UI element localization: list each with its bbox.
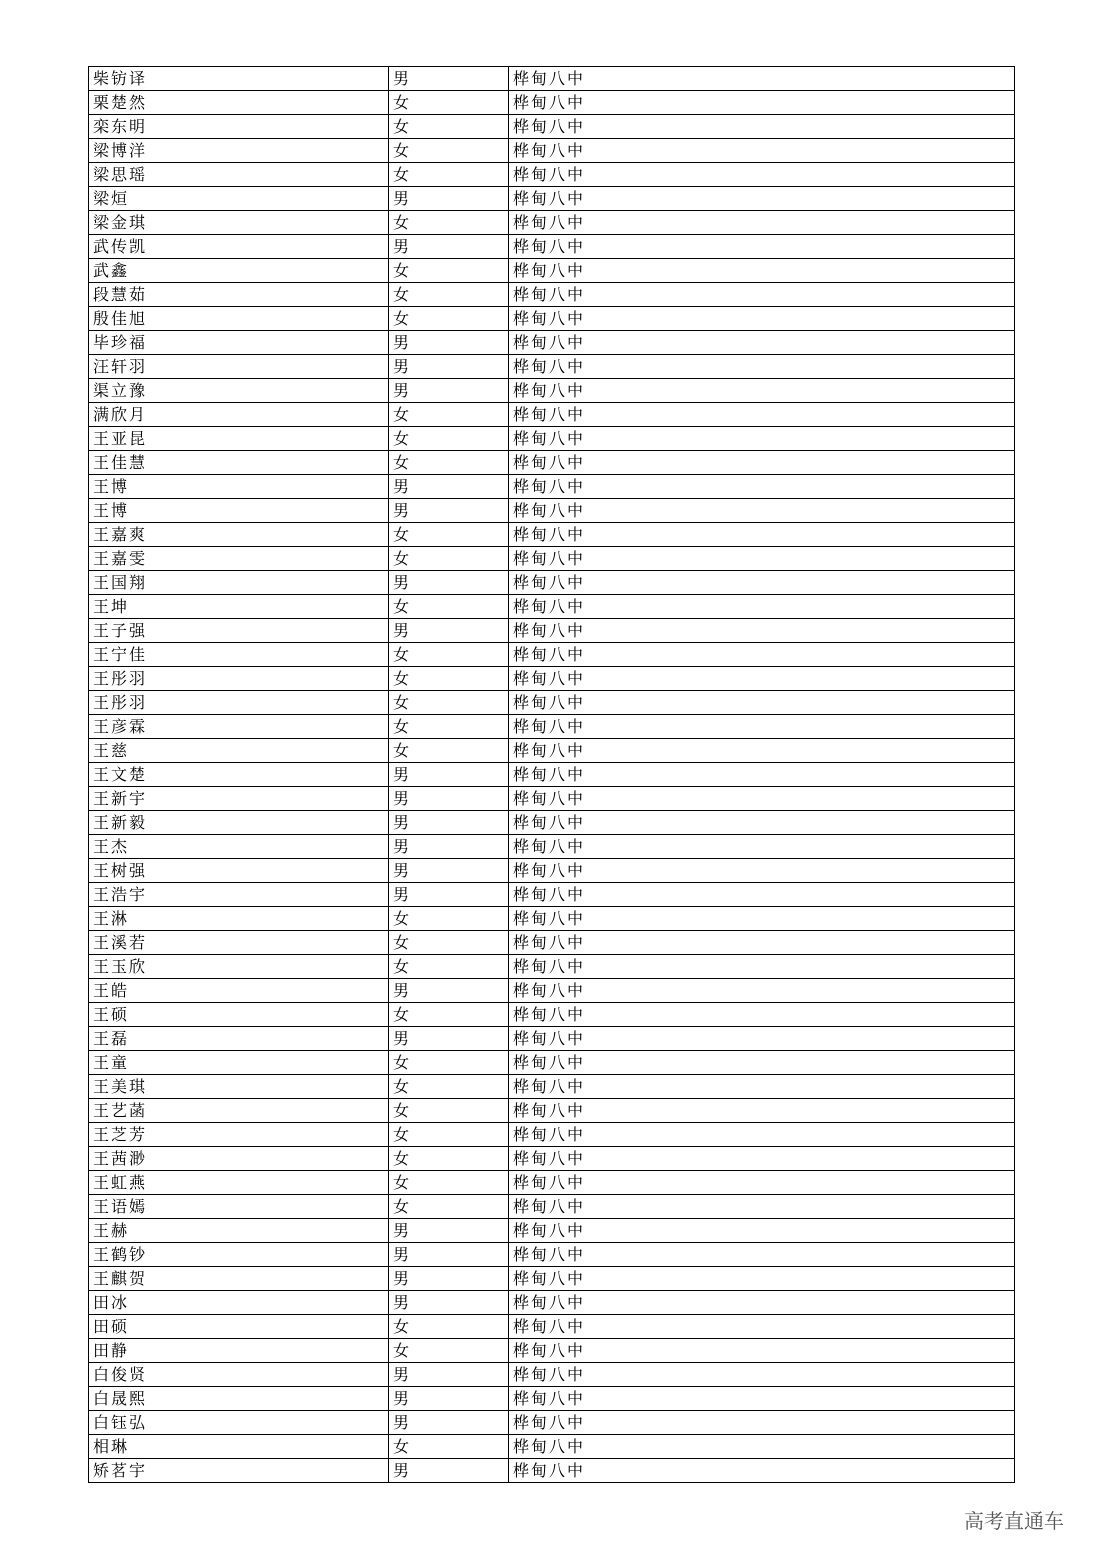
table-row <box>89 1291 1015 1315</box>
school-cell: 桦甸八中 <box>509 1195 1015 1219</box>
school-cell: 桦甸八中 <box>509 907 1015 931</box>
student-name-cell: 王磊 <box>89 1027 389 1051</box>
gender-cell: 男 <box>389 499 509 523</box>
school-cell: 桦甸八中 <box>509 595 1015 619</box>
table-row <box>89 379 1015 403</box>
gender-cell: 女 <box>389 115 509 139</box>
gender-cell: 男 <box>389 1459 509 1483</box>
gender-cell: 女 <box>389 931 509 955</box>
student-name-cell: 白俊贤 <box>89 1363 389 1387</box>
student-name-cell: 王树强 <box>89 859 389 883</box>
table-row <box>89 1099 1015 1123</box>
school-cell: 桦甸八中 <box>509 427 1015 451</box>
school-cell: 桦甸八中 <box>509 1315 1015 1339</box>
school-cell: 桦甸八中 <box>509 67 1015 91</box>
student-name-cell: 王童 <box>89 1051 389 1075</box>
gender-cell: 女 <box>389 739 509 763</box>
student-name-cell: 王亚昆 <box>89 427 389 451</box>
student-name-cell: 白晟熙 <box>89 1387 389 1411</box>
table-row <box>89 307 1015 331</box>
gender-cell: 女 <box>389 139 509 163</box>
school-cell: 桦甸八中 <box>509 643 1015 667</box>
student-name-cell: 王彤羽 <box>89 667 389 691</box>
table-row <box>89 691 1015 715</box>
gender-cell: 女 <box>389 403 509 427</box>
school-cell: 桦甸八中 <box>509 1003 1015 1027</box>
gender-cell: 男 <box>389 1411 509 1435</box>
student-name-cell: 段慧茹 <box>89 283 389 307</box>
student-name-cell: 王坤 <box>89 595 389 619</box>
school-cell: 桦甸八中 <box>509 355 1015 379</box>
gender-cell: 女 <box>389 1315 509 1339</box>
school-cell: 桦甸八中 <box>509 523 1015 547</box>
school-cell: 桦甸八中 <box>509 1123 1015 1147</box>
table-row <box>89 115 1015 139</box>
student-name-cell: 田冰 <box>89 1291 389 1315</box>
school-cell: 桦甸八中 <box>509 931 1015 955</box>
student-name-cell: 王硕 <box>89 1003 389 1027</box>
gender-cell: 男 <box>389 235 509 259</box>
table-row <box>89 1411 1015 1435</box>
table-row <box>89 403 1015 427</box>
school-cell: 桦甸八中 <box>509 259 1015 283</box>
table-row <box>89 619 1015 643</box>
table-row <box>89 1243 1015 1267</box>
school-cell: 桦甸八中 <box>509 211 1015 235</box>
table-row <box>89 499 1015 523</box>
gender-cell: 女 <box>389 211 509 235</box>
school-cell: 桦甸八中 <box>509 475 1015 499</box>
gender-cell: 男 <box>389 1363 509 1387</box>
school-cell: 桦甸八中 <box>509 883 1015 907</box>
gender-cell: 男 <box>389 355 509 379</box>
table-row <box>89 163 1015 187</box>
table-row <box>89 811 1015 835</box>
gender-cell: 女 <box>389 1003 509 1027</box>
table-row <box>89 1363 1015 1387</box>
gender-cell: 女 <box>389 427 509 451</box>
gender-cell: 男 <box>389 1267 509 1291</box>
student-name-cell: 田硕 <box>89 1315 389 1339</box>
gender-cell: 男 <box>389 979 509 1003</box>
table-row <box>89 883 1015 907</box>
table-row <box>89 1027 1015 1051</box>
table-row <box>89 139 1015 163</box>
roster-body <box>89 67 1015 1483</box>
student-name-cell: 田静 <box>89 1339 389 1363</box>
gender-cell: 女 <box>389 715 509 739</box>
gender-cell: 女 <box>389 547 509 571</box>
gender-cell: 男 <box>389 1387 509 1411</box>
gender-cell: 女 <box>389 1147 509 1171</box>
table-row <box>89 1075 1015 1099</box>
school-cell: 桦甸八中 <box>509 451 1015 475</box>
table-row <box>89 595 1015 619</box>
table-row <box>89 859 1015 883</box>
school-cell: 桦甸八中 <box>509 403 1015 427</box>
school-cell: 桦甸八中 <box>509 1435 1015 1459</box>
school-cell: 桦甸八中 <box>509 1147 1015 1171</box>
student-name-cell: 柴钫译 <box>89 67 389 91</box>
school-cell: 桦甸八中 <box>509 811 1015 835</box>
table-row <box>89 259 1015 283</box>
school-cell: 桦甸八中 <box>509 1171 1015 1195</box>
table-row <box>89 1315 1015 1339</box>
gender-cell: 女 <box>389 1051 509 1075</box>
gender-cell: 女 <box>389 667 509 691</box>
table-row <box>89 835 1015 859</box>
gender-cell: 男 <box>389 811 509 835</box>
gender-cell: 女 <box>389 283 509 307</box>
school-cell: 桦甸八中 <box>509 91 1015 115</box>
gender-cell: 男 <box>389 883 509 907</box>
gender-cell: 女 <box>389 523 509 547</box>
table-row <box>89 787 1015 811</box>
student-name-cell: 王博 <box>89 475 389 499</box>
table-row <box>89 355 1015 379</box>
student-name-cell: 王麒贺 <box>89 1267 389 1291</box>
school-cell: 桦甸八中 <box>509 739 1015 763</box>
school-cell: 桦甸八中 <box>509 1459 1015 1483</box>
student-name-cell: 王彤羽 <box>89 691 389 715</box>
student-name-cell: 渠立豫 <box>89 379 389 403</box>
school-cell: 桦甸八中 <box>509 715 1015 739</box>
gender-cell: 女 <box>389 691 509 715</box>
student-name-cell: 王慈 <box>89 739 389 763</box>
gender-cell: 女 <box>389 595 509 619</box>
school-cell: 桦甸八中 <box>509 835 1015 859</box>
school-cell: 桦甸八中 <box>509 1363 1015 1387</box>
table-row <box>89 1051 1015 1075</box>
student-name-cell: 梁博洋 <box>89 139 389 163</box>
school-cell: 桦甸八中 <box>509 691 1015 715</box>
school-cell: 桦甸八中 <box>509 667 1015 691</box>
table-row <box>89 715 1015 739</box>
table-row <box>89 1219 1015 1243</box>
school-cell: 桦甸八中 <box>509 1387 1015 1411</box>
table-row <box>89 547 1015 571</box>
table-row <box>89 1267 1015 1291</box>
student-name-cell: 王文楚 <box>89 763 389 787</box>
gender-cell: 女 <box>389 955 509 979</box>
gender-cell: 女 <box>389 1435 509 1459</box>
student-name-cell: 王美琪 <box>89 1075 389 1099</box>
school-cell: 桦甸八中 <box>509 139 1015 163</box>
school-cell: 桦甸八中 <box>509 163 1015 187</box>
gender-cell: 女 <box>389 1075 509 1099</box>
gender-cell: 女 <box>389 1123 509 1147</box>
gender-cell: 男 <box>389 571 509 595</box>
table-row <box>89 955 1015 979</box>
school-cell: 桦甸八中 <box>509 1219 1015 1243</box>
gender-cell: 女 <box>389 1339 509 1363</box>
table-row <box>89 451 1015 475</box>
student-name-cell: 王芝芳 <box>89 1123 389 1147</box>
gender-cell: 男 <box>389 619 509 643</box>
gender-cell: 女 <box>389 451 509 475</box>
gender-cell: 男 <box>389 1291 509 1315</box>
student-name-cell: 王嘉爽 <box>89 523 389 547</box>
student-name-cell: 王彦霖 <box>89 715 389 739</box>
table-row <box>89 1003 1015 1027</box>
table-row <box>89 907 1015 931</box>
table-row <box>89 1339 1015 1363</box>
student-name-cell: 王新宇 <box>89 787 389 811</box>
gender-cell: 女 <box>389 1195 509 1219</box>
student-name-cell: 王赫 <box>89 1219 389 1243</box>
school-cell: 桦甸八中 <box>509 1411 1015 1435</box>
school-cell: 桦甸八中 <box>509 379 1015 403</box>
student-name-cell: 梁思瑶 <box>89 163 389 187</box>
student-name-cell: 王国翔 <box>89 571 389 595</box>
student-name-cell: 毕珍福 <box>89 331 389 355</box>
table-row <box>89 739 1015 763</box>
school-cell: 桦甸八中 <box>509 187 1015 211</box>
school-cell: 桦甸八中 <box>509 235 1015 259</box>
student-name-cell: 武鑫 <box>89 259 389 283</box>
school-cell: 桦甸八中 <box>509 955 1015 979</box>
student-name-cell: 王浩宇 <box>89 883 389 907</box>
school-cell: 桦甸八中 <box>509 763 1015 787</box>
student-name-cell: 栾东明 <box>89 115 389 139</box>
table-row <box>89 1459 1015 1483</box>
table-row <box>89 235 1015 259</box>
gender-cell: 男 <box>389 1219 509 1243</box>
school-cell: 桦甸八中 <box>509 307 1015 331</box>
gender-cell: 女 <box>389 91 509 115</box>
gender-cell: 男 <box>389 67 509 91</box>
table-row <box>89 979 1015 1003</box>
gender-cell: 女 <box>389 907 509 931</box>
student-name-cell: 汪轩羽 <box>89 355 389 379</box>
table-row <box>89 427 1015 451</box>
student-name-cell: 王溪若 <box>89 931 389 955</box>
school-cell: 桦甸八中 <box>509 1075 1015 1099</box>
table-row <box>89 187 1015 211</box>
gender-cell: 女 <box>389 1171 509 1195</box>
student-name-cell: 王杰 <box>89 835 389 859</box>
student-name-cell: 武传凯 <box>89 235 389 259</box>
school-cell: 桦甸八中 <box>509 115 1015 139</box>
table-row <box>89 667 1015 691</box>
student-name-cell: 王语嫣 <box>89 1195 389 1219</box>
table-row <box>89 211 1015 235</box>
gender-cell: 男 <box>389 763 509 787</box>
school-cell: 桦甸八中 <box>509 499 1015 523</box>
student-name-cell: 王鹤钞 <box>89 1243 389 1267</box>
student-name-cell: 王艺菡 <box>89 1099 389 1123</box>
student-name-cell: 梁烜 <box>89 187 389 211</box>
table-row <box>89 1387 1015 1411</box>
school-cell: 桦甸八中 <box>509 787 1015 811</box>
school-cell: 桦甸八中 <box>509 1051 1015 1075</box>
table-row <box>89 1123 1015 1147</box>
student-roster-table <box>88 66 1015 1483</box>
gender-cell: 男 <box>389 859 509 883</box>
table-row <box>89 931 1015 955</box>
student-name-cell: 王子强 <box>89 619 389 643</box>
student-name-cell: 王茜渺 <box>89 1147 389 1171</box>
watermark-text: 高考直通车 <box>964 1509 1064 1533</box>
school-cell: 桦甸八中 <box>509 1027 1015 1051</box>
table-row <box>89 283 1015 307</box>
student-name-cell: 矫茗宇 <box>89 1459 389 1483</box>
gender-cell: 男 <box>389 475 509 499</box>
school-cell: 桦甸八中 <box>509 1243 1015 1267</box>
gender-cell: 男 <box>389 1027 509 1051</box>
school-cell: 桦甸八中 <box>509 1267 1015 1291</box>
student-name-cell: 白钰弘 <box>89 1411 389 1435</box>
school-cell: 桦甸八中 <box>509 1099 1015 1123</box>
table-row <box>89 67 1015 91</box>
student-name-cell: 王佳慧 <box>89 451 389 475</box>
student-name-cell: 梁金琪 <box>89 211 389 235</box>
gender-cell: 女 <box>389 259 509 283</box>
student-name-cell: 栗楚然 <box>89 91 389 115</box>
table-row <box>89 331 1015 355</box>
table-row <box>89 91 1015 115</box>
gender-cell: 男 <box>389 1243 509 1267</box>
table-row <box>89 1171 1015 1195</box>
gender-cell: 男 <box>389 787 509 811</box>
gender-cell: 女 <box>389 163 509 187</box>
student-name-cell: 殷佳旭 <box>89 307 389 331</box>
student-name-cell: 王新毅 <box>89 811 389 835</box>
table-row <box>89 643 1015 667</box>
school-cell: 桦甸八中 <box>509 283 1015 307</box>
school-cell: 桦甸八中 <box>509 571 1015 595</box>
gender-cell: 男 <box>389 331 509 355</box>
gender-cell: 男 <box>389 835 509 859</box>
gender-cell: 女 <box>389 643 509 667</box>
school-cell: 桦甸八中 <box>509 979 1015 1003</box>
table-row <box>89 523 1015 547</box>
student-name-cell: 王淋 <box>89 907 389 931</box>
student-name-cell: 满欣月 <box>89 403 389 427</box>
table-row <box>89 1435 1015 1459</box>
school-cell: 桦甸八中 <box>509 1339 1015 1363</box>
student-name-cell: 王玉欣 <box>89 955 389 979</box>
student-name-cell: 相琳 <box>89 1435 389 1459</box>
table-row <box>89 1147 1015 1171</box>
table-row <box>89 763 1015 787</box>
table-row <box>89 571 1015 595</box>
gender-cell: 男 <box>389 187 509 211</box>
gender-cell: 女 <box>389 307 509 331</box>
student-name-cell: 王宁佳 <box>89 643 389 667</box>
student-name-cell: 王皓 <box>89 979 389 1003</box>
student-name-cell: 王虹燕 <box>89 1171 389 1195</box>
table-row <box>89 475 1015 499</box>
gender-cell: 男 <box>389 379 509 403</box>
table-row <box>89 1195 1015 1219</box>
gender-cell: 女 <box>389 1099 509 1123</box>
school-cell: 桦甸八中 <box>509 1291 1015 1315</box>
school-cell: 桦甸八中 <box>509 859 1015 883</box>
school-cell: 桦甸八中 <box>509 547 1015 571</box>
student-name-cell: 王嘉雯 <box>89 547 389 571</box>
school-cell: 桦甸八中 <box>509 331 1015 355</box>
student-name-cell: 王博 <box>89 499 389 523</box>
school-cell: 桦甸八中 <box>509 619 1015 643</box>
